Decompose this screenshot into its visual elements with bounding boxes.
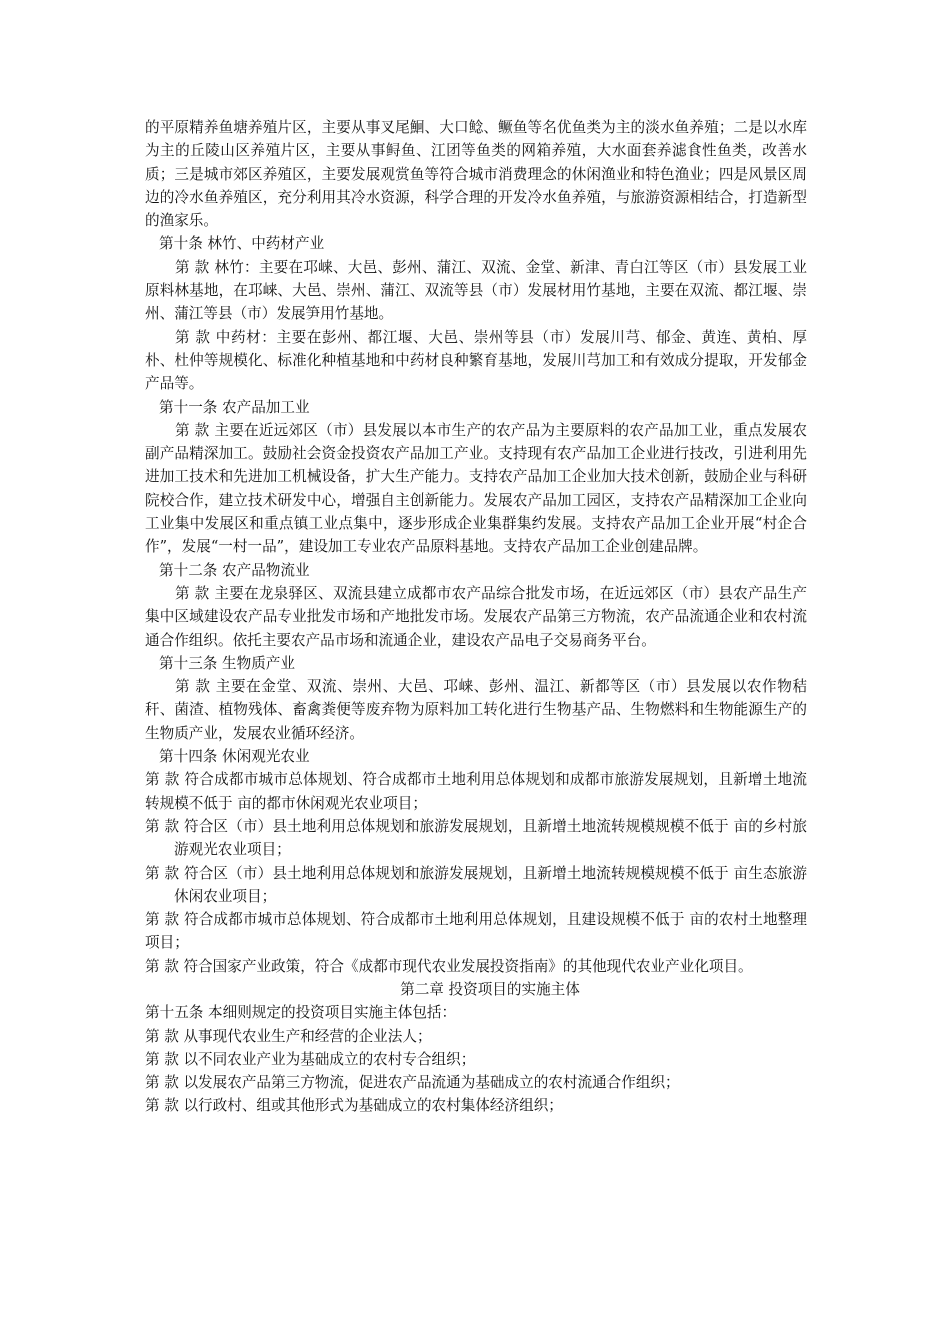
article-14-clause-eco-tourism: 第 款 符合区（市）县土地利用总体规划和旅游发展规划，且新增土地流转规模规模不低于 亩生态旅游休闲农业项目； [145, 864, 807, 905]
article-12-clause-logistics: 第 款 主要在龙泉驿区、双流县建立成都市农产品综合批发市场，在近远郊区（市）县农产品生产集中区域建设农产品专业批发市场和产地批发市场。发展农产品第三方物流，农产品流通企业和农村流通合作组织。依托主要农产品市场和流通企业，建设农产品电子交易商务平台。 [145, 584, 807, 649]
article-15-clause-logistics-coop: 第 款 以发展农产品第三方物流，促进农产品流通为基础成立的农村流通合作组织； [145, 1074, 680, 1092]
document-page [145, 116, 807, 1118]
article-13-clause-biomass: 第 款 主要在金堂、双流、崇州、大邑、邛崃、彭州、温江、新都等区（市）县发展以农作物秸秆、菌渣、植物残体、畜禽粪便等废弃物为原料加工转化进行生物基产品、生物燃料和生物能源生产的生物质产业，发展农业循环经济。 [145, 678, 807, 742]
article-15-clause-enterprise: 第 款 从事现代农业生产和经营的企业法人； [145, 1027, 432, 1045]
article-10-clause-herbal-medicine: 第 款 中药材：主要在彭州、都江堰、大邑、崇州等县（市）发展川芎、郁金、黄连、黄柏、厚朴、杜仲等规模化、标准化种植基地和中药材良种繁育基地，发展川芎加工和有效成分提取，开发郁金产品等。 [145, 328, 807, 393]
article-14-clause-other-projects: 第 款 符合国家产业政策，符合《成都市现代农业发展投资指南》的其他现代农业产业化项目。 [145, 957, 753, 975]
article-10-heading: 第十条 林竹、中药材产业 [159, 235, 325, 253]
article-14-clause-land-consolidation: 第 款 符合成都市城市总体规划、符合成都市土地利用总体规划，且建设规模不低于 亩的农村土地整理项目； [145, 911, 807, 952]
article-14-clause-urban-leisure: 第 款 符合成都市城市总体规划、符合成都市土地利用总体规划和成都市旅游发展规划，且新增土地流转规模不低于 亩的都市休闲观光农业项目； [145, 771, 807, 812]
article-13-heading: 第十三条 生物质产业 [159, 654, 295, 672]
article-12-heading: 第十二条 农产品物流业 [159, 561, 310, 579]
chapter-2-title: 第二章 投资项目的实施主体 [400, 980, 580, 998]
article-15-clause-collective: 第 款 以行政村、组或其他形式为基础成立的农村集体经济组织； [145, 1097, 563, 1115]
article-14-clause-rural-tourism: 第 款 符合区（市）县土地利用总体规划和旅游发展规划，且新增土地流转规模规模不低于 亩的乡村旅游观光农业项目； [145, 817, 807, 859]
article-14-heading: 第十四条 休闲观光农业 [159, 748, 310, 766]
article-10-clause-forest-bamboo: 第 款 林竹：主要在邛崃、大邑、彭州、蒲江、双流、金堂、新津、青白江等区（市）县发展工业原料林基地，在邛崃、大邑、崇州、蒲江、双流等县（市）发展材用竹基地，主要在双流、都江堰、崇州、蒲江等县（市）发展笋用竹基地。 [145, 258, 807, 323]
article-15-clause-cooperative: 第 款 以不同农业产业为基础成立的农村专合组织； [145, 1050, 476, 1068]
article-11-heading: 第十一条 农产品加工业 [159, 398, 310, 416]
article-11-clause-processing: 第 款 主要在近远郊区（市）县发展以本市生产的农产品为主要原料的农产品加工业，重点发展农副产品精深加工。鼓励社会资金投资农产品加工产业。支持现有农产品加工企业进行技改，引进利用先进加工技术和先进加工机械设备，扩大生产能力。支持农产品加工企业加大技术创新，鼓励企业与科研院校合作，建立技术研发中心，增强自主创新能力。发展农产品加工园区，支持农产品精深加工企业向工业集中发展区和重点镇工业点集中，逐步形成企业集群集约发展。支持农产品加工企业开展“村企合作”，发展“一村一品”，建设加工专业农产品原料基地。支持农产品加工企业创建品牌。 [145, 421, 807, 556]
paragraph-fishery-zones: 的平原精养鱼塘养殖片区，主要从事叉尾鮰、大口鲶、鳜鱼等名优鱼类为主的淡水鱼养殖；二是以水库为主的丘陵山区养殖片区，主要从事鲟鱼、江团等鱼类的网箱养殖，大水面套养滤食性鱼类，改善水质；三是城市郊区养殖区，主要发展观赏鱼等符合城市消费理念的休闲渔业和特色渔业；四是风景区周边的冷水鱼养殖区，充分利用其冷水资源，科学合理的开发冷水鱼养殖，与旅游资源相结合，打造新型的渔家乐。 [145, 119, 807, 230]
article-15-heading: 第十五条 本细则规定的投资项目实施主体包括： [145, 1004, 457, 1022]
